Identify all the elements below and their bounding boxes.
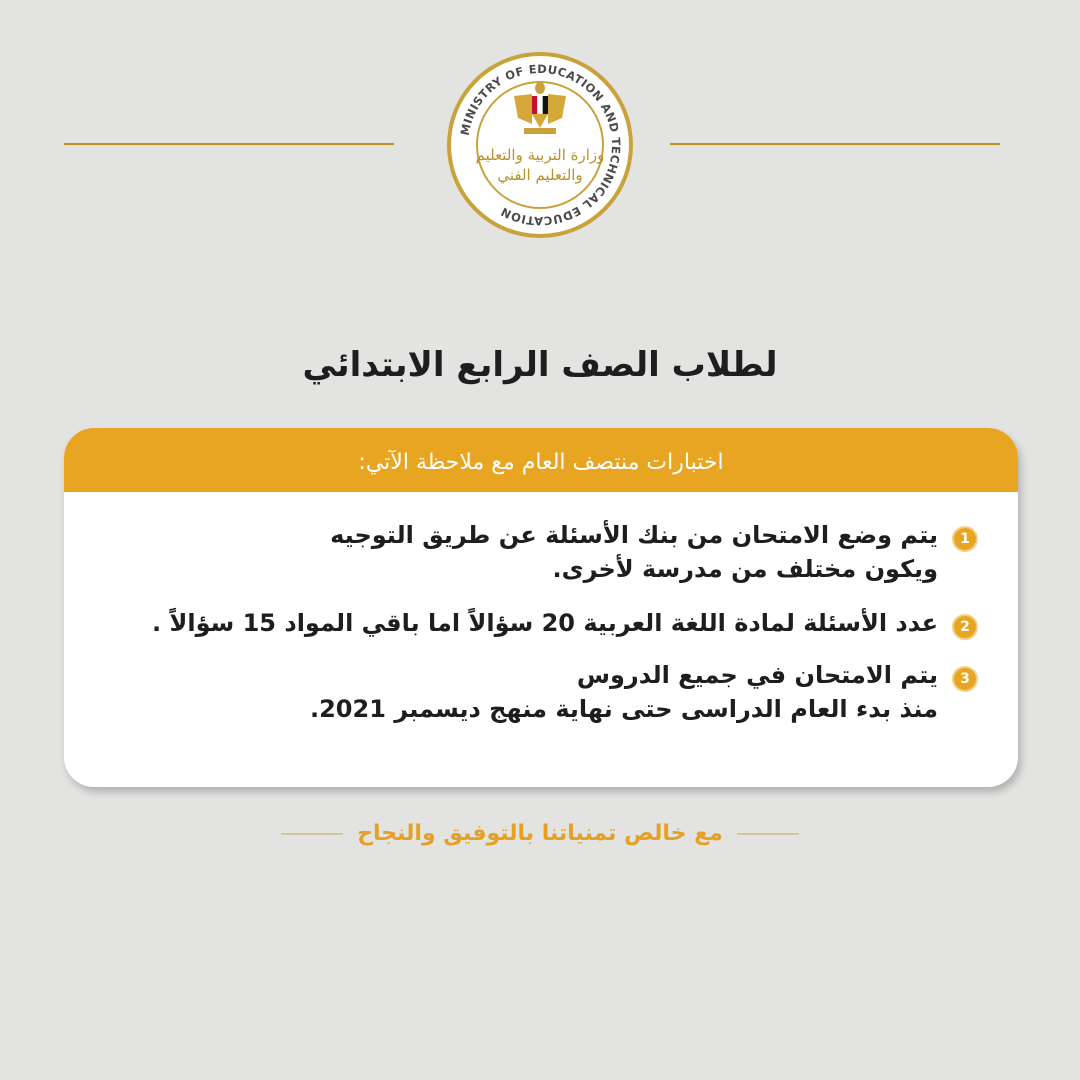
item-line: ويكون مختلف من مدرسة لأخرى. bbox=[552, 555, 938, 583]
svg-text:والتعليم الفني: والتعليم الفني bbox=[497, 166, 583, 184]
item-text bbox=[310, 658, 938, 726]
decorative-line-right bbox=[670, 143, 1000, 145]
svg-text:MINISTRY OF EDUCATION AND TECH: MINISTRY OF EDUCATION AND TECHNICAL EDUCATION bbox=[457, 61, 624, 229]
footer-line-right bbox=[737, 833, 799, 835]
card-header: اختبارات منتصف العام مع ملاحظة الآتي: bbox=[64, 428, 1018, 492]
footer-message: مع خالص تمنياتنا بالتوفيق والنجاح bbox=[357, 821, 723, 846]
number-badge-icon: 3 bbox=[952, 666, 978, 692]
list-item bbox=[104, 658, 978, 726]
item-line: يتم الامتحان في جميع الدروس bbox=[576, 661, 938, 689]
list-item bbox=[104, 518, 978, 586]
number-badge-icon: 2 bbox=[952, 614, 978, 640]
footer-line-left bbox=[281, 833, 343, 835]
eagle-emblem-icon bbox=[445, 50, 635, 240]
item-line: يتم وضع الامتحان من بنك الأسئلة عن طريق التوجيه bbox=[330, 521, 938, 549]
list-item bbox=[104, 606, 978, 640]
ministry-logo bbox=[445, 50, 635, 240]
item-text bbox=[152, 606, 938, 640]
item-line: عدد الأسئلة لمادة اللغة العربية 20 سؤالاً اما باقي المواد 15 سؤالاً . bbox=[152, 609, 938, 637]
card-body bbox=[64, 492, 1018, 726]
decorative-line-left bbox=[64, 143, 394, 145]
svg-text:وزارة التربية والتعليم: وزارة التربية والتعليم bbox=[475, 146, 605, 164]
item-line: منذ بدء العام الدراسى حتى نهاية منهج ديسمبر 2021. bbox=[309, 695, 938, 723]
number-badge-icon: 1 bbox=[952, 526, 978, 552]
item-text bbox=[330, 518, 938, 586]
page-title: لطلاب الصف الرابع الابتدائي bbox=[302, 345, 778, 385]
footer bbox=[0, 812, 1080, 856]
info-card bbox=[64, 428, 1018, 787]
